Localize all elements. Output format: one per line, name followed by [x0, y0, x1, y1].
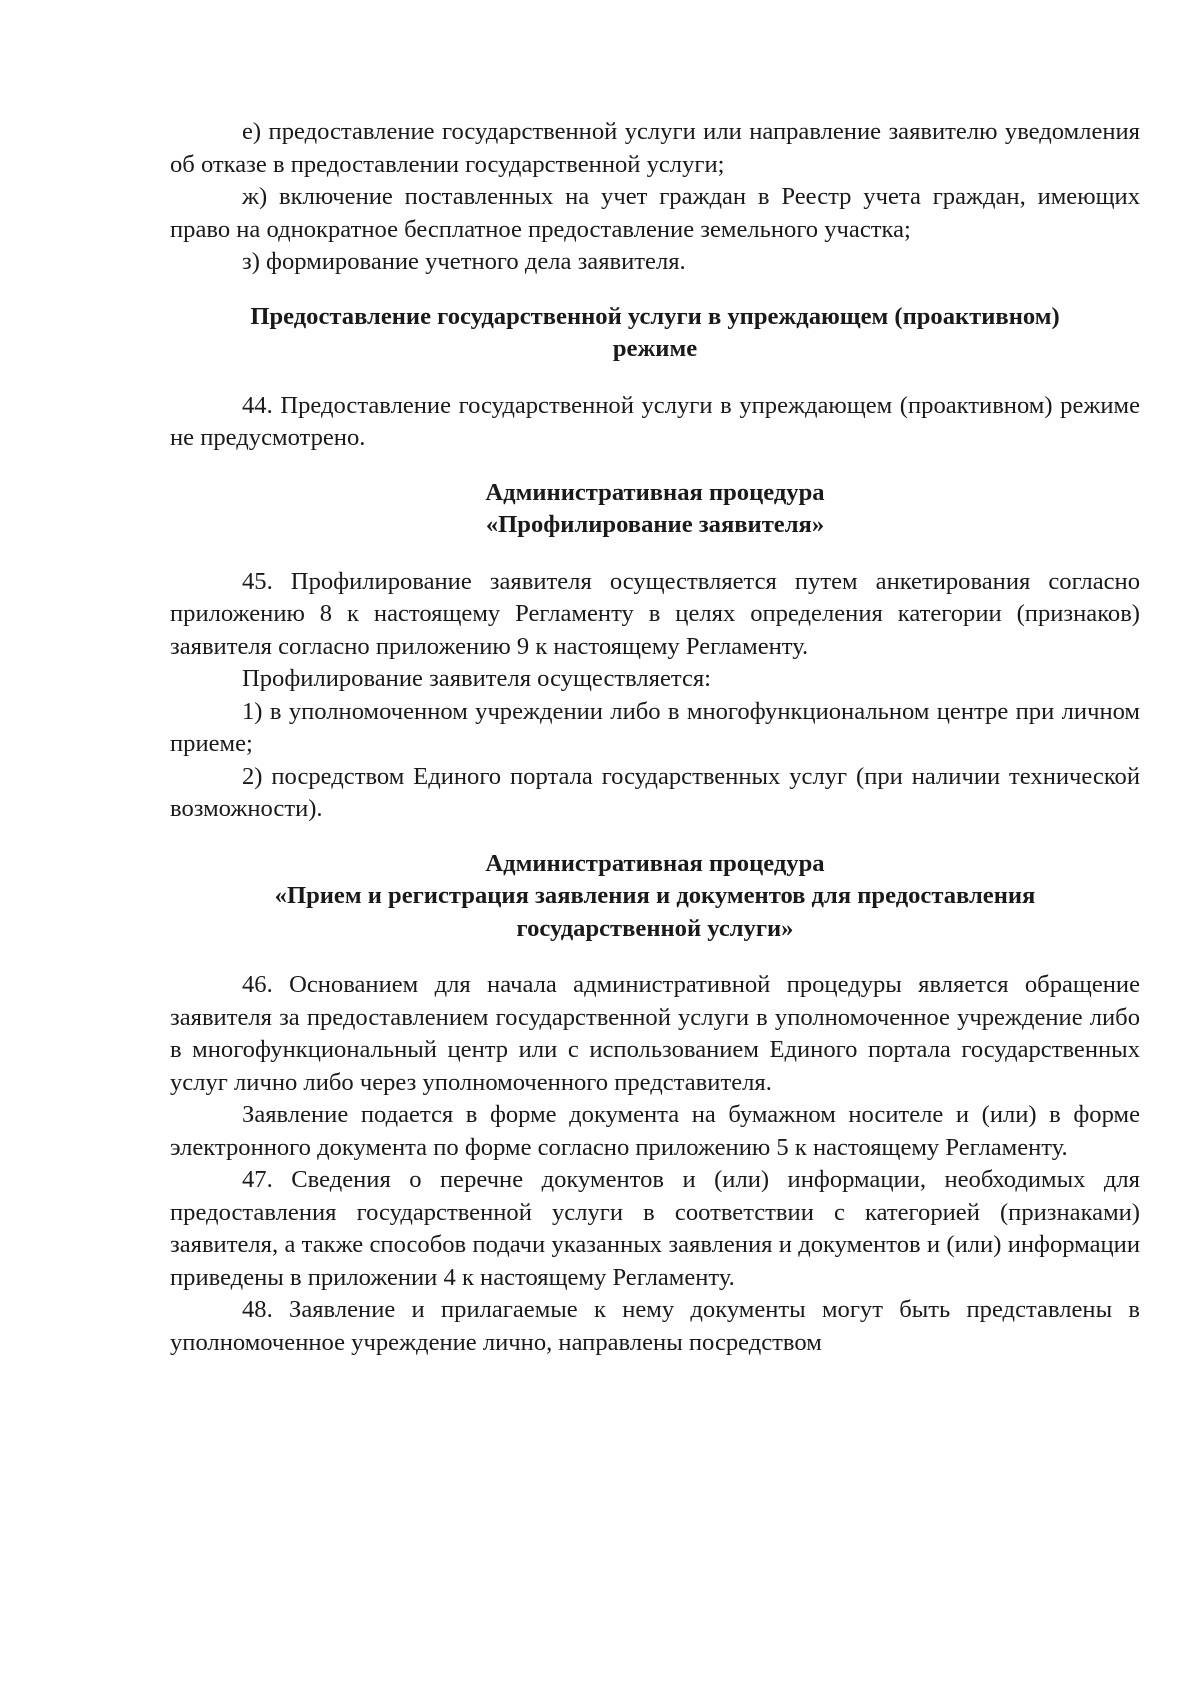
paragraph-zh: ж) включение поставленных на учет граждан в Реестр учета граждан, имеющих право на однократное бесплатное предоставление земельного участка;	[170, 183, 1140, 243]
heading-line: Административная процедура	[485, 849, 825, 877]
heading-line: «Прием и регистрация заявления и документов для предоставления	[274, 882, 1036, 909]
paragraph-44: 44. Предоставление государственной услуги в упреждающем (проактивном) режиме не предусмотрено.	[170, 391, 1140, 451]
heading-line: «Профилирование заявителя»	[485, 511, 825, 538]
paragraph-47: 47. Сведения о перечне документов и (или) информации, необходимых для предоставления государственной услуги в соответствии с категорией (признаками) заявителя, а также способов подачи указанных заявления и документов и (или) информации приведены в приложении 4 к настоящему Регламенту.	[170, 1166, 1140, 1291]
paragraph-46: 46. Основанием для начала административной процедуры является обращение заявителя за предоставлением государственной услуги в уполномоченное учреждение либо в многофункциональный центр или с использованием Единого портала государственных услуг лично либо через уполномоченного представителя.	[170, 971, 1140, 1096]
paragraph-46-b: Заявление подается в форме документа на бумажном носителе и (или) в форме электронного документа по форме согласно приложению 5 к настоящему Регламенту.	[170, 1101, 1140, 1161]
paragraph-45-d: 2) посредством Единого портала государственных услуг (при наличии технической возможности).	[170, 762, 1140, 822]
paragraph-48: 48. Заявление и прилагаемые к нему документы могут быть представлены в уполномоченное учреждение лично, направлены посредством	[170, 1296, 1140, 1356]
section-heading-proactive	[170, 301, 1140, 366]
section-heading-profiling	[170, 477, 1140, 542]
paragraph-45-b: Профилирование заявителя осуществляется:	[242, 665, 712, 692]
paragraph-45: 45. Профилирование заявителя осуществляется путем анкетирования согласно приложению 8 к настоящему Регламенту в целях определения категории (признаков) заявителя согласно приложению 9 к настоящему Регламенту.	[170, 567, 1140, 660]
paragraph-e: е) предоставление государственной услуги или направление заявителю уведомления об отказе в предоставлении государственной услуги;	[170, 118, 1140, 178]
heading-line: государственной услуги»	[516, 914, 794, 942]
heading-line: режиме	[612, 335, 698, 362]
paragraph-45-c: 1) в уполномоченном учреждении либо в многофункциональном центре при личном приеме;	[170, 697, 1140, 757]
heading-line: Предоставление государственной услуги в упреждающем (проактивном)	[250, 302, 1060, 330]
section-heading-intake	[170, 848, 1140, 946]
heading-line: Административная процедура	[485, 478, 825, 506]
paragraph-z: з) формирование учетного дела заявителя.	[242, 248, 686, 275]
